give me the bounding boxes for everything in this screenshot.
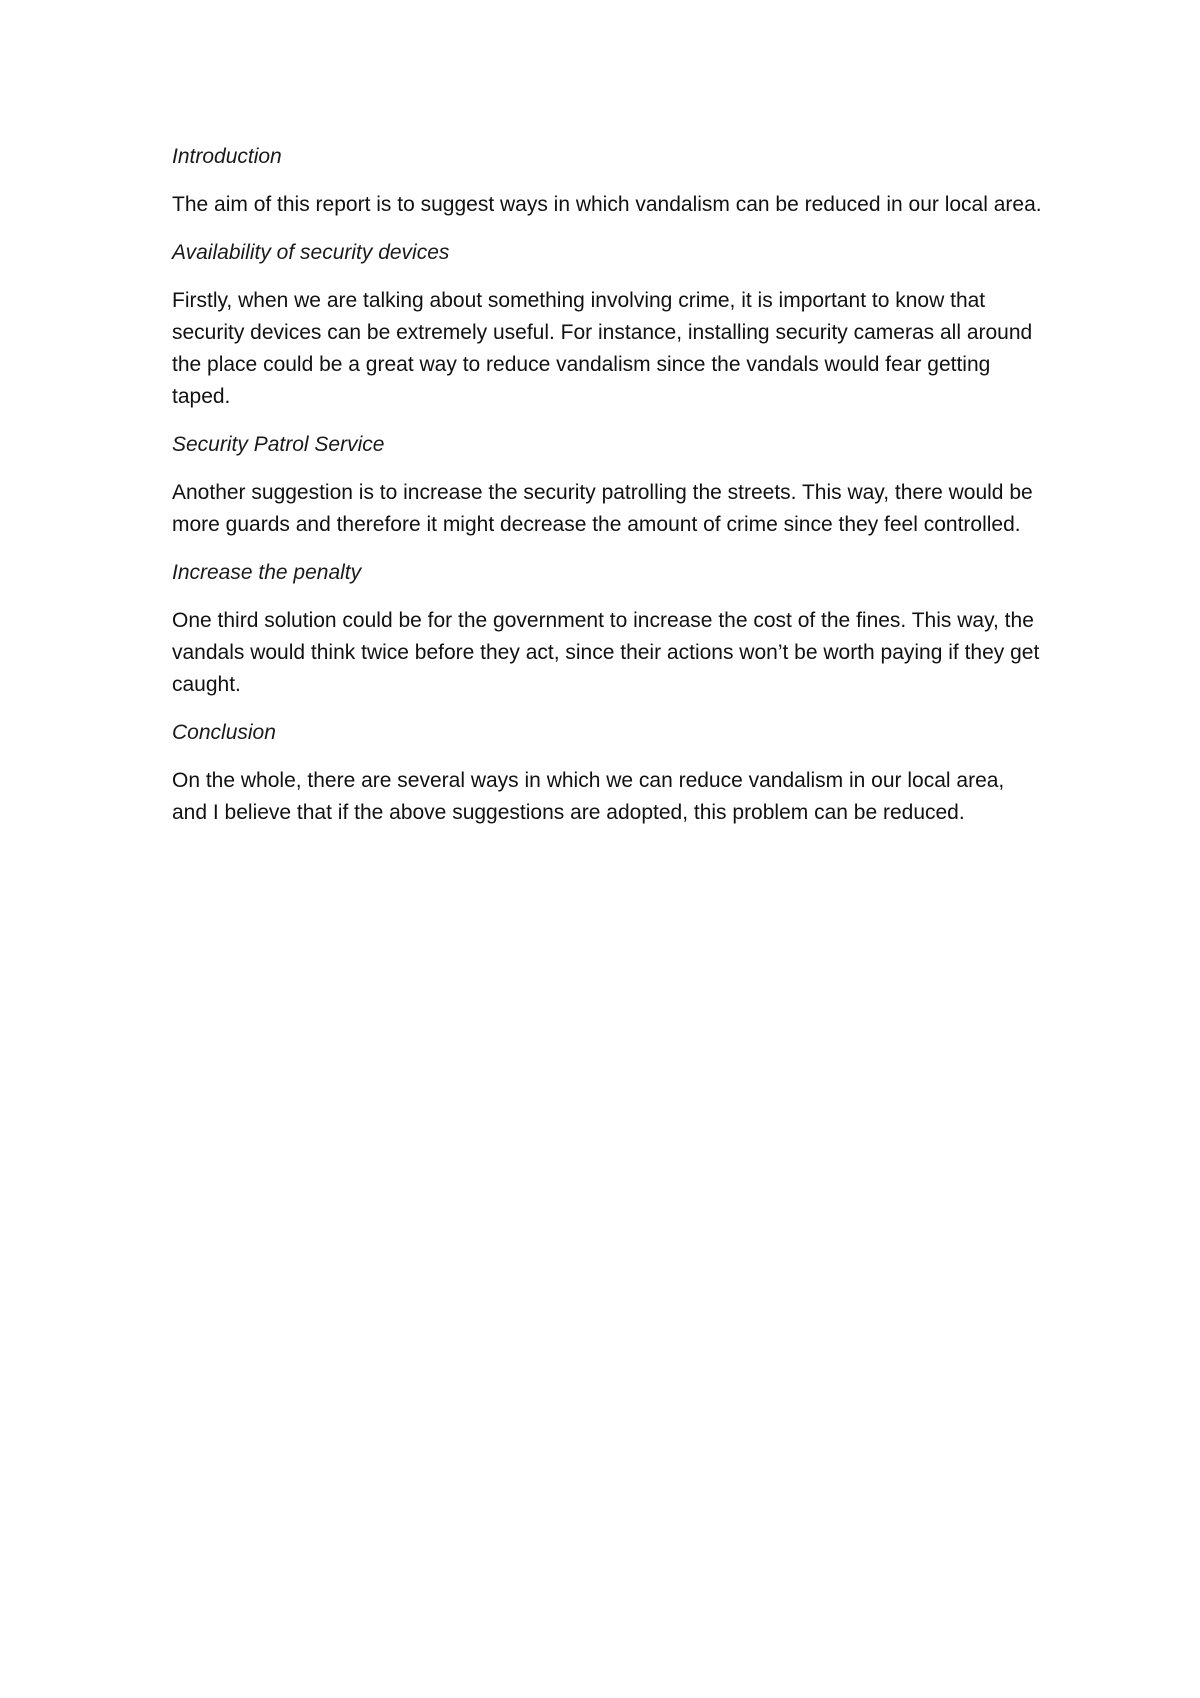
- section-heading-introduction: Introduction: [172, 145, 282, 168]
- section-heading-security-patrol: Security Patrol Service: [172, 433, 385, 456]
- section-paragraph-conclusion: On the whole, there are several ways in which we can reduce vandalism in our local area, and I believe that if the above suggestions are adopted, this problem can be reduced.: [172, 769, 1005, 824]
- document-body: [172, 141, 1042, 845]
- section-paragraph-penalty: One third solution could be for the government to increase the cost of the fines. This way, the vandals would think twice before they act, since their actions won’t be worth paying if they get caught.: [172, 609, 1040, 696]
- section-heading-conclusion: Conclusion: [172, 721, 276, 744]
- section-heading-penalty: Increase the penalty: [172, 561, 362, 584]
- section-paragraph-introduction: The aim of this report is to suggest ways in which vandalism can be reduced in our local area.: [172, 193, 1042, 216]
- section-paragraph-security-devices: Firstly, when we are talking about something involving crime, it is important to know that security devices can be extremely useful. For instance, installing security cameras all around the place could be a great way to reduce vandalism since the vandals would fear getting taped.: [172, 289, 1033, 408]
- section-heading-security-devices: Availability of security devices: [172, 241, 450, 264]
- section-paragraph-security-patrol: Another suggestion is to increase the security patrolling the streets. This way, there would be more guards and therefore it might decrease the amount of crime since they feel controlled.: [172, 481, 1033, 536]
